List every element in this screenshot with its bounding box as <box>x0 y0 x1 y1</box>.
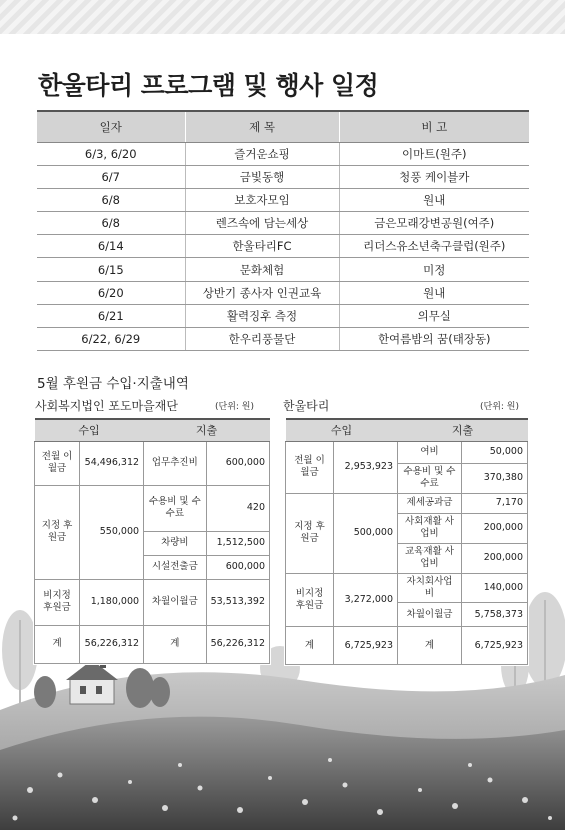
total-expense: 56,226,312 <box>206 625 269 663</box>
schedule-date: 6/21 <box>37 304 185 327</box>
carry-label: 전월 이월금 <box>286 441 334 493</box>
schedule-event: 문화체험 <box>185 258 339 281</box>
expense-label: 차월이월금 <box>144 579 207 625</box>
col-header-title: 제 목 <box>185 111 339 142</box>
expense-label: 자치회사업비 <box>398 573 462 603</box>
schedule-header-row <box>37 111 529 142</box>
schedule-row <box>37 188 529 211</box>
schedule-row <box>37 258 529 281</box>
left-finance-table <box>34 418 270 664</box>
schedule-row <box>37 212 529 235</box>
page-title: 한울타리 프로그램 및 행사 일정 <box>38 71 379 100</box>
schedule-note: 의무실 <box>339 304 529 327</box>
schedule-note: 청풍 케이블카 <box>339 165 529 188</box>
schedule-date: 6/22, 6/29 <box>37 328 185 351</box>
schedule-note: 미정 <box>339 258 529 281</box>
expense-label: 차량비 <box>144 531 207 555</box>
carry-amount: 54,496,312 <box>80 441 144 485</box>
total-label: 계 <box>398 627 462 665</box>
expense-amount: 600,000 <box>206 555 269 579</box>
schedule-event: 한우리풍물단 <box>185 328 339 351</box>
carry-amount: 2,953,923 <box>334 441 398 493</box>
schedule-note: 한여름밤의 꿈(태장동) <box>339 328 529 351</box>
schedule-event: 금빛동행 <box>185 165 339 188</box>
expense-label: 업무추진비 <box>144 441 207 485</box>
expense-label: 여비 <box>398 441 462 463</box>
schedule-note: 이마트(원주) <box>339 142 529 165</box>
schedule-date: 6/14 <box>37 235 185 258</box>
schedule-date: 6/7 <box>37 165 185 188</box>
schedule-date: 6/8 <box>37 212 185 235</box>
schedule-event: 보호자모임 <box>185 188 339 211</box>
expense-label: 차월이월금 <box>398 603 462 627</box>
expense-header: 지출 <box>398 419 528 441</box>
schedule-date: 6/3, 6/20 <box>37 142 185 165</box>
schedule-row <box>37 304 529 327</box>
right-finance-table <box>285 418 528 665</box>
schedule-note: 원내 <box>339 281 529 304</box>
expense-amount: 200,000 <box>462 513 528 543</box>
expense-amount: 7,170 <box>462 493 528 513</box>
designated-amount: 550,000 <box>80 485 144 579</box>
left-unit-label: (단위: 원) <box>215 402 254 412</box>
decorative-header-band <box>0 0 565 34</box>
total-label: 계 <box>286 627 334 665</box>
schedule-note: 원내 <box>339 188 529 211</box>
col-header-date: 일자 <box>37 111 185 142</box>
col-header-note: 비 고 <box>339 111 529 142</box>
schedule-row <box>37 235 529 258</box>
total-label: 계 <box>144 625 207 663</box>
income-header: 수입 <box>286 419 398 441</box>
expense-amount: 370,380 <box>462 463 528 493</box>
nondesignated-label: 비지정 후원금 <box>286 573 334 627</box>
expense-label: 수용비 및 수수료 <box>398 463 462 493</box>
designated-amount: 500,000 <box>334 493 398 573</box>
income-header: 수입 <box>35 419 144 441</box>
expense-label: 사회재활 사업비 <box>398 513 462 543</box>
expense-amount: 200,000 <box>462 543 528 573</box>
expense-amount: 50,000 <box>462 441 528 463</box>
expense-label: 교육재활 사업비 <box>398 543 462 573</box>
schedule-event: 한울타리FC <box>185 235 339 258</box>
expense-label: 수용비 및 수수료 <box>144 485 207 531</box>
expense-amount: 5,758,373 <box>462 603 528 627</box>
schedule-date: 6/15 <box>37 258 185 281</box>
schedule-row <box>37 328 529 351</box>
total-income: 6,725,923 <box>334 627 398 665</box>
schedule-note: 금은모래강변공원(여주) <box>339 212 529 235</box>
schedule-event: 렌즈속에 담는세상 <box>185 212 339 235</box>
expense-header: 지출 <box>144 419 270 441</box>
expense-amount: 140,000 <box>462 573 528 603</box>
left-org-name: 사회복지법인 포도마을재단 <box>35 399 178 413</box>
schedule-event: 즐거운쇼핑 <box>185 142 339 165</box>
schedule-row <box>37 165 529 188</box>
schedule-row <box>37 142 529 165</box>
nondesignated-label: 비지정 후원금 <box>35 579 80 625</box>
schedule-row <box>37 281 529 304</box>
schedule-event: 활력징후 측정 <box>185 304 339 327</box>
expense-amount: 420 <box>206 485 269 531</box>
carry-label: 전월 이월금 <box>35 441 80 485</box>
schedule-note: 리더스유소년축구클럽(원주) <box>339 235 529 258</box>
expense-amount: 1,512,500 <box>206 531 269 555</box>
schedule-event: 상반기 종사자 인권교육 <box>185 281 339 304</box>
expense-amount: 53,513,392 <box>206 579 269 625</box>
expense-label: 제세공과금 <box>398 493 462 513</box>
total-label: 계 <box>35 625 80 663</box>
right-org-name: 한울타리 <box>283 399 330 413</box>
nondesignated-amount: 3,272,000 <box>334 573 398 627</box>
expense-amount: 600,000 <box>206 441 269 485</box>
designated-label: 지정 후원금 <box>35 485 80 579</box>
nondesignated-amount: 1,180,000 <box>80 579 144 625</box>
schedule-date: 6/20 <box>37 281 185 304</box>
designated-label: 지정 후원금 <box>286 493 334 573</box>
finance-section-title: 5월 후원금 수입·지출내역 <box>37 376 189 392</box>
schedule-table <box>37 110 529 351</box>
schedule-date: 6/8 <box>37 188 185 211</box>
total-income: 56,226,312 <box>80 625 144 663</box>
right-unit-label: (단위: 원) <box>480 402 519 412</box>
total-expense: 6,725,923 <box>462 627 528 665</box>
expense-label: 시설전출금 <box>144 555 207 579</box>
